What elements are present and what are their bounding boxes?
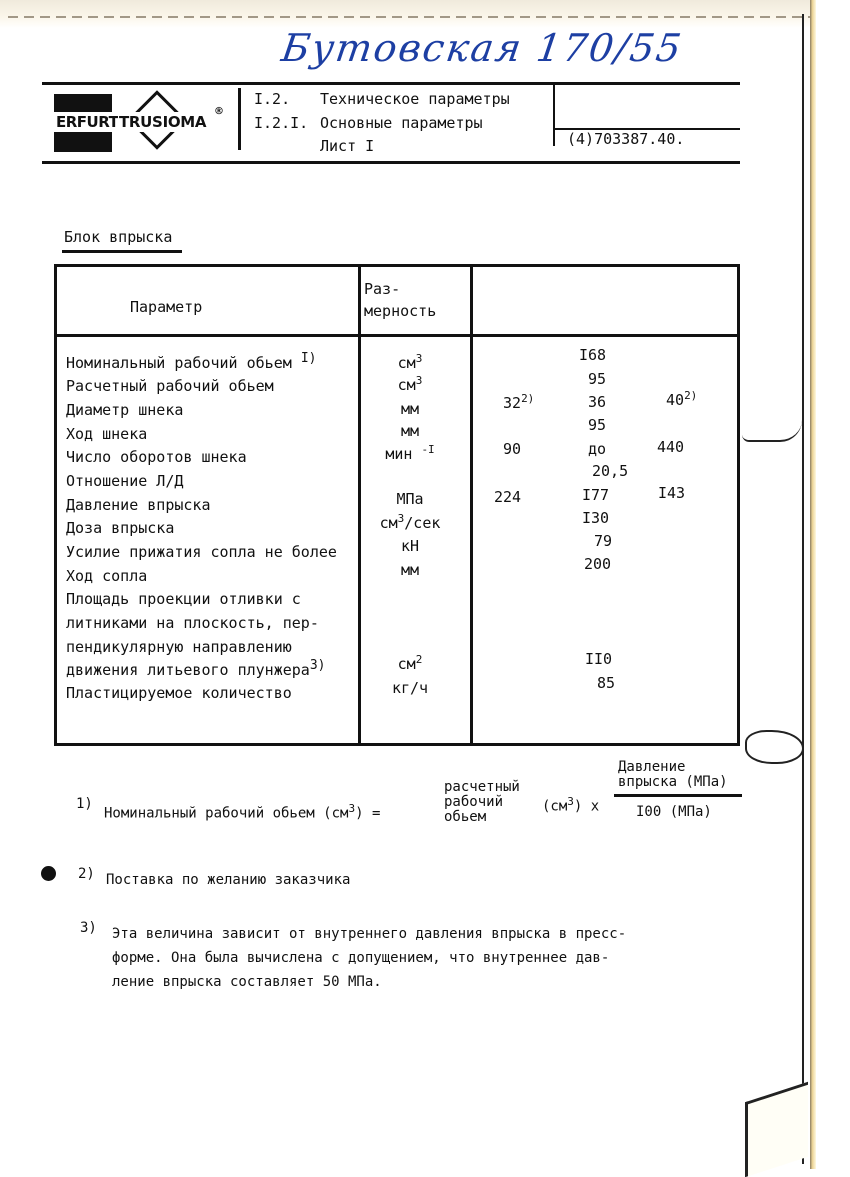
fraction-bar	[614, 794, 742, 797]
unit-text: (см	[323, 805, 349, 822]
unit-close: )	[355, 805, 364, 822]
unit-text: см	[397, 354, 416, 372]
unit-text: см	[379, 514, 398, 532]
footnote-3-line: форме. Она была вычислена с допущением, что внутреннее дав-	[112, 950, 610, 966]
ink-blot	[41, 866, 56, 881]
page-top-edge	[0, 0, 810, 28]
column-header-unit	[364, 278, 436, 322]
header-line-2	[254, 114, 483, 132]
folded-corner	[745, 1082, 808, 1177]
unit-exponent: 3	[397, 512, 405, 525]
table-row-param	[66, 351, 317, 372]
value-cell	[503, 392, 534, 412]
footnote-1-mark: 1)	[76, 796, 93, 812]
table-row-param: Диаметр шнека	[66, 401, 184, 419]
unit-exponent: 3	[415, 352, 423, 365]
stack-line: рабочий	[444, 794, 504, 810]
footnote-1-numerator	[618, 760, 728, 790]
value-cell: I77	[582, 486, 610, 504]
footnote-1-lhs-text: Номинальный рабочий обьем	[104, 805, 315, 822]
table-header-separator	[54, 334, 740, 337]
unit-close: )	[573, 798, 583, 815]
param-name: Номинальный рабочий обьем	[66, 354, 292, 372]
unit-text: мин	[385, 445, 413, 463]
value-cell: 20,5	[592, 462, 629, 480]
table-row-param: Ход шнека	[66, 425, 148, 443]
torn-paper-mark	[742, 420, 802, 442]
footnote-ref: 3)	[309, 658, 326, 673]
footnote-ref: 2)	[521, 392, 535, 405]
footnote-1-lhs	[104, 802, 380, 822]
equals-sign: =	[371, 805, 381, 822]
section-title-text: Техническое параметры	[320, 90, 510, 108]
value-cell: I43	[658, 484, 686, 502]
unit-cell	[355, 374, 465, 394]
param-name: движения литьевого плунжера	[66, 661, 310, 679]
unit-cell: кг/ч	[391, 679, 429, 697]
column-header-parameter: Параметр	[130, 298, 203, 316]
footnote-ref: I)	[300, 351, 317, 366]
header-divider	[238, 88, 241, 150]
footnote-2-text: Поставка по желанию заказчика	[106, 872, 351, 888]
value-cell: 440	[657, 438, 685, 456]
logo-erfurt-text: ERFURT	[56, 113, 119, 131]
table-row-param: Число оборотов шнека	[66, 448, 247, 466]
value-cell: до	[588, 440, 607, 458]
value-cell: 200	[584, 555, 612, 573]
document-number: (4)703387.40.	[567, 130, 685, 148]
footnote-1-mid	[542, 795, 599, 815]
table-row-param: Давление впрыска	[66, 496, 211, 514]
column-header-unit-line1: Раз-	[364, 280, 401, 298]
unit-exponent: -I	[421, 443, 435, 456]
value-cell: 85	[597, 674, 616, 692]
unit-cell	[355, 653, 465, 673]
value-cell: I30	[582, 509, 610, 527]
footnote-1-stack	[444, 780, 520, 825]
unit-exponent: 2	[415, 653, 423, 666]
footnote-3-line: Эта величина зависит от внутреннего давления впрыска в пресс-	[112, 926, 627, 942]
unit-cell: МПа	[396, 490, 424, 508]
unit-cell	[355, 512, 465, 532]
section-heading-underline	[62, 250, 182, 253]
unit-cell: мм	[400, 400, 420, 418]
unit-text: (см	[542, 798, 568, 815]
table-row-param: Площадь проекции отливки с	[66, 590, 301, 608]
value-cell: 95	[588, 370, 607, 388]
unit-text: см	[397, 376, 416, 394]
footnote-3-mark: 3)	[80, 920, 97, 936]
unit-cell	[355, 352, 465, 372]
footnote-3-line: ление впрыска составляет 50 МПа.	[112, 974, 382, 990]
torn-paper-mark	[745, 730, 804, 764]
erfurt-trusioma-logo	[54, 94, 234, 152]
value-cell: 90	[503, 440, 522, 458]
value-cell: I68	[579, 346, 607, 364]
table-row-param: Усилие прижатия сопла не более	[66, 543, 337, 561]
value-cell: 36	[588, 393, 607, 411]
page-right-border	[802, 14, 804, 1164]
unit-exponent: 3	[348, 802, 356, 815]
table-row-param: Доза впрыска	[66, 519, 175, 537]
numerator-line: Давление	[618, 759, 686, 775]
value-text: 40	[666, 391, 685, 409]
value-cell	[666, 389, 697, 409]
table-row-param: литниками на плоскость, пер-	[66, 614, 319, 632]
footnote-2-mark: 2)	[78, 866, 95, 882]
header-line-1	[254, 90, 510, 108]
section-number: I.2.	[254, 90, 291, 108]
unit-exponent: 3	[567, 795, 574, 808]
header-divider-right	[553, 84, 555, 146]
section-heading: Блок впрыска	[64, 228, 173, 246]
value-cell: 79	[594, 532, 613, 550]
logo-trusioma-text: TRUSIOMA	[119, 113, 207, 131]
subsection-number: I.2.I.	[254, 114, 309, 132]
stack-line: обьем	[444, 809, 487, 825]
registered-mark: ®	[214, 106, 224, 117]
column-header-unit-line2: мерность	[364, 302, 437, 320]
table-row-param: Пластицируемое количество	[66, 684, 292, 702]
value-cell: 95	[588, 416, 607, 434]
unit-suffix: /сек	[404, 514, 441, 532]
value-cell: II0	[585, 650, 613, 668]
table-row-param: Отношение Л/Д	[66, 472, 184, 490]
handwritten-note: Бутовская 170/55	[278, 26, 686, 70]
unit-text: см	[397, 655, 416, 673]
footnote-ref: 2)	[684, 389, 698, 402]
header-line-3	[254, 137, 374, 155]
footnote-1-denominator: I00 (МПа)	[636, 804, 712, 820]
table-row-param: пендикулярную направлению	[66, 638, 292, 656]
unit-cell: кН	[400, 537, 420, 555]
table-row-param	[66, 658, 326, 679]
times-sign: x	[590, 798, 600, 815]
page-right-edge-stain	[810, 0, 816, 1169]
table-row-param: Расчетный рабочий обьем	[66, 377, 274, 395]
value-cell: 224	[494, 488, 522, 506]
unit-cell	[355, 443, 465, 463]
table-row-param: Ход сопла	[66, 567, 148, 585]
subsection-title-text: Основные параметры	[320, 114, 483, 132]
unit-cell: мм	[400, 422, 420, 440]
numerator-line: впрыска (МПа)	[618, 774, 728, 790]
unit-cell: мм	[400, 561, 420, 579]
sheet-label: Лист I	[320, 137, 375, 155]
stack-line: расчетный	[444, 779, 520, 795]
unit-exponent: 3	[415, 374, 423, 387]
value-text: 32	[503, 394, 522, 412]
